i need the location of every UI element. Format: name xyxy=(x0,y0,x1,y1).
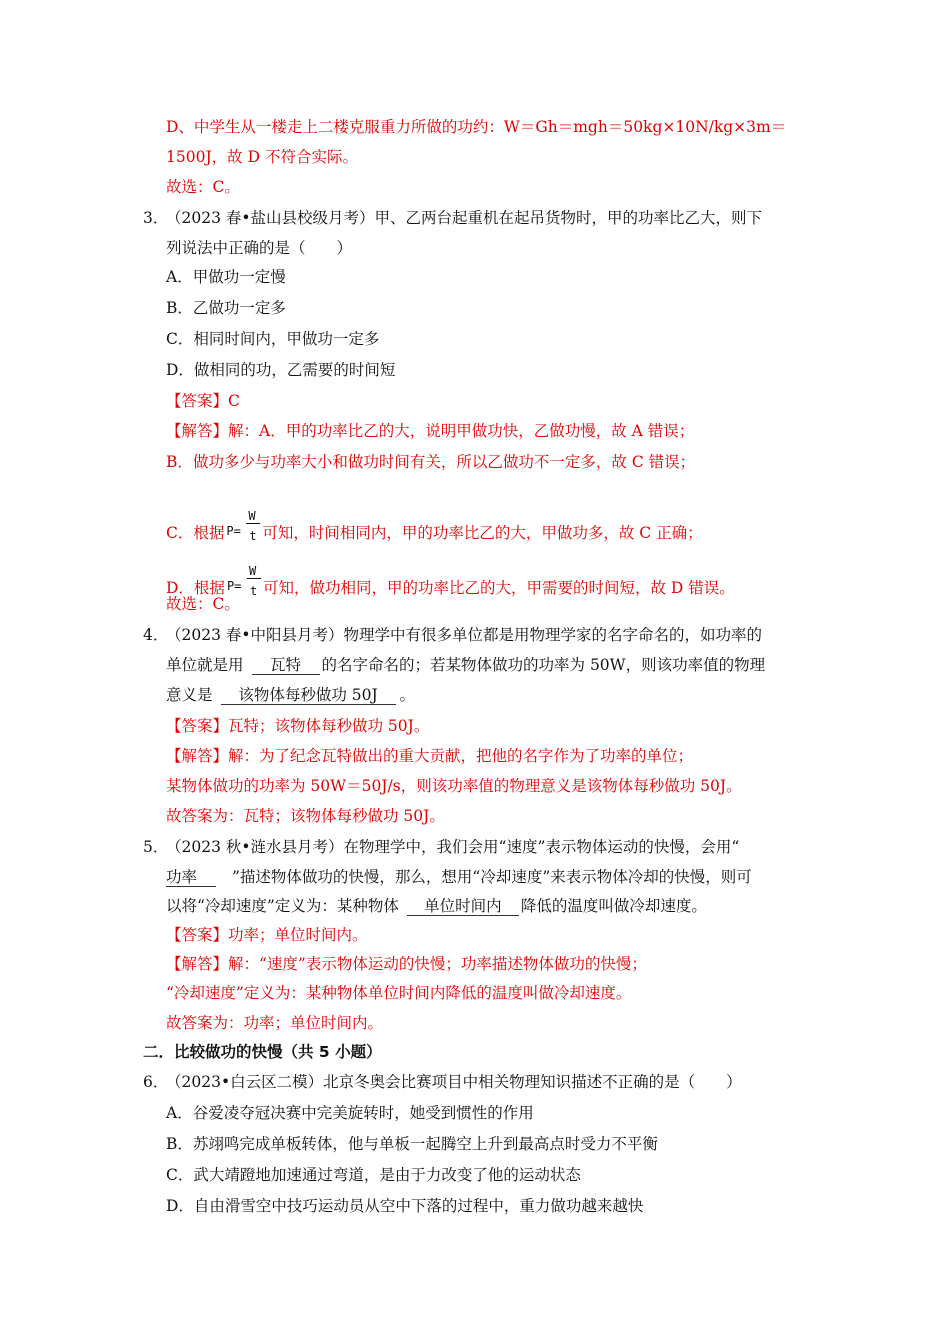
stem-text: 意义是 xyxy=(166,686,213,704)
answer-line: 【答案】功率；单位时间内。 xyxy=(166,926,368,944)
option-c: C．武大靖蹬地加速通过弯道，是由于力改变了他的运动状态 xyxy=(166,1166,581,1184)
power-formula xyxy=(224,508,262,548)
solution-line: 1500J，故 D 不符合实际。 xyxy=(166,148,358,166)
solution-line: 【解答】解：为了纪念瓦特做出的重大贡献，把他的名字作为了功率的单位； xyxy=(166,747,694,765)
question-stem xyxy=(166,867,752,887)
stem-text: 降低的温度叫做冷却速度。 xyxy=(520,897,707,915)
formula-p: P= xyxy=(226,524,241,538)
answer-line: 【答案】C xyxy=(166,392,240,410)
fraction-bar xyxy=(247,578,261,579)
option-a: A．谷爱凌夺冠决赛中完美旋转时，她受到惯性的作用 xyxy=(166,1104,534,1122)
question-number: 5． xyxy=(143,838,169,856)
question-stem: （2023 春•盐山县校级月考）甲、乙两台起重机在起吊货物时，甲的功率比乙大，则下 xyxy=(166,209,763,227)
section-heading: 二．比较做功的快慢（共 5 小题） xyxy=(143,1043,382,1061)
formula-w: W xyxy=(248,509,256,523)
solution-text: 可知，做功相同，甲的功率比乙的大，甲需要的时间短，故 D 错误。 xyxy=(262,579,735,597)
question-stem xyxy=(166,896,707,916)
question-stem xyxy=(166,655,765,675)
final-answer-line: 故答案为：功率；单位时间内。 xyxy=(166,1014,384,1032)
stem-text: 。 xyxy=(399,686,416,704)
option-b: B．苏翊鸣完成单板转体，他与单板一起腾空上升到最高点时受力不平衡 xyxy=(166,1135,658,1153)
formula-w: W xyxy=(248,564,257,578)
final-answer-line: 故答案为：瓦特；该物体每秒做功 50J。 xyxy=(166,807,445,825)
solution-text: C．根据 xyxy=(166,524,225,542)
solution-line: 【解答】解：A．甲的功率比乙的大，说明甲做功快，乙做功慢，故 A 错误； xyxy=(166,422,695,440)
formula-p: P= xyxy=(226,579,242,593)
fraction-bar xyxy=(246,523,260,524)
question-number: 6． xyxy=(143,1073,169,1091)
question-stem xyxy=(166,685,415,705)
option-c: C．相同时间内，甲做功一定多 xyxy=(166,330,380,348)
answer-line: 【答案】瓦特；该物体每秒做功 50J。 xyxy=(166,717,430,735)
blank-answer: 该物体每秒做功 50J xyxy=(221,686,396,705)
option-a: A．甲做功一定慢 xyxy=(166,268,286,286)
solution-line xyxy=(166,508,703,548)
stem-text: 单位就是用 xyxy=(166,656,244,674)
solution-text: 可知，时间相同内，甲的功率比乙的大，甲做功多，故 C 正确； xyxy=(262,524,703,542)
solution-line: 某物体做功的功率为 50W＝50J/s，则该功率值的物理意义是该物体每秒做功 50J。 xyxy=(166,777,742,795)
choose-line: 故选：C。 xyxy=(166,178,240,196)
blank-answer: 瓦特 xyxy=(252,656,320,675)
solution-line: “冷却速度”定义为：某种物体单位时间内降低的温度叫做冷却速度。 xyxy=(166,984,632,1002)
option-d: D．自由滑雪空中技巧运动员从空中下落的过程中，重力做功越来越快 xyxy=(166,1197,644,1215)
question-number: 3． xyxy=(143,209,169,227)
solution-text: D．根据 xyxy=(166,579,225,597)
formula-t: t xyxy=(249,529,257,543)
question-stem: 列说法中正确的是（ ） xyxy=(166,239,353,257)
question-number: 4． xyxy=(143,626,169,644)
stem-text: 的名字命名的；若某物体做功的功率为 50W，则该功率值的物理 xyxy=(321,656,766,674)
question-stem: （2023 秋•涟水县月考）在物理学中，我们会用“速度”表示物体运动的快慢，会用“ xyxy=(166,838,740,856)
formula-t: t xyxy=(249,584,258,598)
blank-answer: 单位时间内 xyxy=(407,897,519,916)
option-d: D．做相同的功，乙需要的时间短 xyxy=(166,361,396,379)
blank-answer: 功率 xyxy=(166,868,216,887)
solution-line xyxy=(166,563,735,603)
question-stem: （2023 春•中阳县月考）物理学中有很多单位都是用物理学家的名字命名的，如功率的 xyxy=(166,626,763,644)
stem-text: 以将“冷却速度”定义为：某种物体 xyxy=(166,897,399,915)
solution-line: D、中学生从一楼走上二楼克服重力所做的功约：W＝Gh＝mgh＝50kg×10N/kg×3m＝ xyxy=(166,118,787,136)
solution-line: 【解答】解：“速度”表示物体运动的快慢；功率描述物体做功的快慢； xyxy=(166,955,647,973)
solution-line: B．做功多少与功率大小和做功时间有关，所以乙做功不一定多，故 C 错误； xyxy=(166,453,696,471)
question-stem: （2023•白云区二模）北京冬奥会比赛项目中相关物理知识描述不正确的是（ ） xyxy=(166,1073,742,1091)
stem-text: ”描述物体做功的快慢，那么，想用“冷却速度”来表示物体冷却的快慢，则可 xyxy=(232,868,752,886)
option-b: B．乙做功一定多 xyxy=(166,299,286,317)
choose-line: 故选：C。 xyxy=(166,595,240,613)
